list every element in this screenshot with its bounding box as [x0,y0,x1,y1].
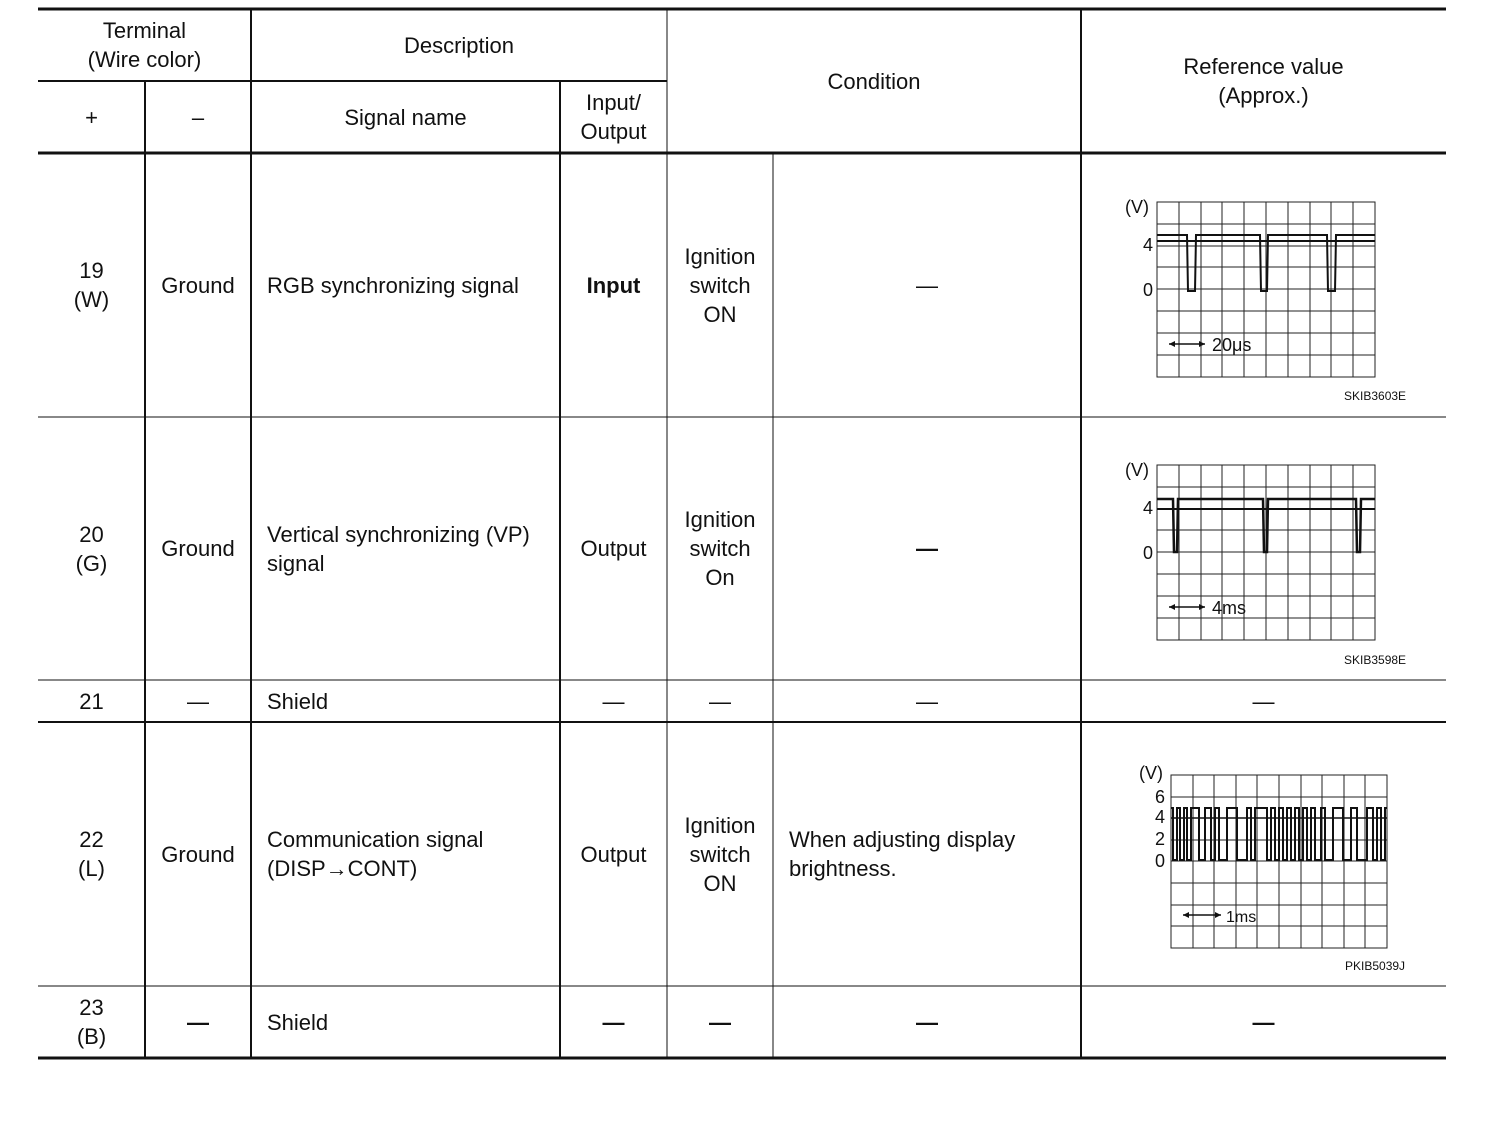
waveform-time-scale: 1ms [1226,909,1257,926]
io-value: Input [586,272,641,298]
reference-value: — [1252,688,1275,714]
header-plus [38,81,145,153]
header-reference-value [1081,9,1446,153]
wire-color-value: (G) [75,550,108,576]
terminal-number-value: 22 [79,827,104,852]
ignition-line2: switch [689,536,751,561]
condition-cell [773,722,1081,986]
condition-line1: When adjusting display [789,827,1016,852]
io-value: Output [580,841,647,867]
terminal-number [38,417,145,680]
waveform-grid [1157,202,1375,377]
io-cell [560,680,667,722]
condition-line2: brightness. [789,856,897,881]
header-condition [667,9,1081,153]
waveform-tick-6: 6 [1155,787,1166,807]
io-cell [560,153,667,417]
signal-name-cell [251,153,560,417]
header-plus-label: + [85,104,98,130]
ground-value: Ground [161,841,235,867]
ignition-line3: ON [703,870,737,896]
signal-name-line2: (DISP→CONT) [267,856,418,881]
header-condition-label: Condition [827,68,921,94]
signal-name-line1: Communication signal [267,827,484,852]
ignition-cell [667,153,773,417]
time-scale-arrowhead-left [1183,912,1189,918]
ignition-line2: switch [689,841,751,867]
ground-cell [145,986,251,1058]
condition-value: — [916,688,938,714]
figure-code: PKIB5039J [1345,959,1406,973]
time-scale-arrowhead-left [1169,604,1175,610]
ignition-line2: switch [689,272,751,298]
terminal-number-value: 20 [79,521,104,547]
time-scale-arrowhead-left [1169,341,1175,347]
ignition-value: — [709,688,731,714]
ignition-line1: Ignition [684,507,756,532]
waveform-tick-4: 4 [1143,498,1154,518]
time-scale-arrowhead-right [1199,341,1205,347]
waveform-trace [1171,808,1387,860]
condition-value: — [916,272,938,298]
header-io-line1: Input/ [585,90,642,115]
reference-cell [1081,986,1446,1058]
waveform-rgb-sync [1081,153,1446,417]
io-cell [560,417,667,680]
header-io-line2: Output [580,119,647,144]
header-minus-label: – [191,104,205,130]
signal-name-line1: Vertical synchronizing (VP) [267,521,530,547]
ignition-value: — [709,1009,731,1035]
wire-color-value: (W) [73,287,110,312]
ground-cell [145,680,251,722]
ignition-line1: Ignition [684,812,756,838]
signal-name-cell [251,417,560,680]
header-description-label: Description [403,32,515,58]
ignition-line1: Ignition [684,243,756,269]
ground-value: Ground [161,536,235,561]
terminal-number [38,680,145,722]
io-value: Output [580,536,647,561]
ground-value: — [187,688,209,714]
figure-code: SKIB3603E [1344,389,1407,403]
waveform-tick-0: 0 [1143,543,1154,563]
waveform-tick-2: 2 [1155,829,1166,849]
signal-name-cell [251,986,560,1058]
time-scale-arrowhead-right [1199,604,1205,610]
header-wire-color-label: (Wire color) [87,47,202,72]
ground-value: — [187,1009,209,1035]
waveform-time-scale: 20μs [1212,335,1252,355]
wire-color-value: (L) [78,856,105,881]
reference-value: — [1252,1009,1275,1035]
terminal-number [38,986,145,1058]
header-input-output [560,81,667,153]
condition-cell [773,986,1081,1058]
header-terminal-label: Terminal [102,18,187,43]
signal-name-value: RGB synchronizing signal [267,272,519,298]
terminal-number [38,153,145,417]
header-signal-name-label: Signal name [344,104,467,130]
waveform-tick-4: 4 [1143,235,1154,255]
ground-cell [145,722,251,986]
header-minus [145,81,251,153]
ignition-line3: On [705,565,735,590]
io-value: — [602,688,625,714]
header-description [251,9,667,81]
condition-cell [773,680,1081,722]
header-approx-label: (Approx.) [1218,83,1309,108]
ground-value: Ground [161,272,235,298]
header-signal-name [251,81,560,153]
waveform-unit: (V) [1125,460,1149,480]
waveform-tick-4: 4 [1155,807,1166,827]
signal-name-value: Shield [267,1009,329,1035]
condition-cell [773,153,1081,417]
waveform-unit: (V) [1139,763,1163,783]
signal-name-value: Shield [267,688,329,714]
io-value: — [602,1009,625,1035]
io-cell [560,986,667,1058]
terminal-number-value: 21 [79,688,104,714]
ignition-cell [667,986,773,1058]
terminal-number-value: 19 [79,258,104,283]
condition-value: — [916,536,938,561]
waveform-tick-0: 0 [1155,851,1166,871]
signal-name-cell [251,722,560,986]
signal-name-cell [251,680,560,722]
header-reference-label: Reference value [1183,54,1344,79]
io-cell [560,722,667,986]
time-scale-arrowhead-right [1215,912,1221,918]
ignition-line3: ON [703,301,737,327]
terminal-number [38,722,145,986]
waveform-unit: (V) [1125,197,1149,217]
header-terminal [38,9,251,81]
terminal-number-value: 23 [79,995,104,1020]
ground-cell [145,153,251,417]
waveform-grid [1171,775,1387,948]
figure-code: SKIB3598E [1344,653,1407,667]
ignition-cell [667,417,773,680]
condition-value: — [916,1009,938,1035]
condition-cell [773,417,1081,680]
wire-color-value: (B) [76,1024,107,1049]
ignition-cell [667,680,773,722]
ground-cell [145,417,251,680]
waveform-time-scale: 4ms [1212,598,1247,618]
waveform-communication [1081,722,1446,986]
signal-name-line2: signal [267,550,325,576]
ignition-cell [667,722,773,986]
reference-cell [1081,680,1446,722]
waveform-tick-0: 0 [1143,280,1154,300]
waveform-vertical-sync [1081,417,1446,680]
